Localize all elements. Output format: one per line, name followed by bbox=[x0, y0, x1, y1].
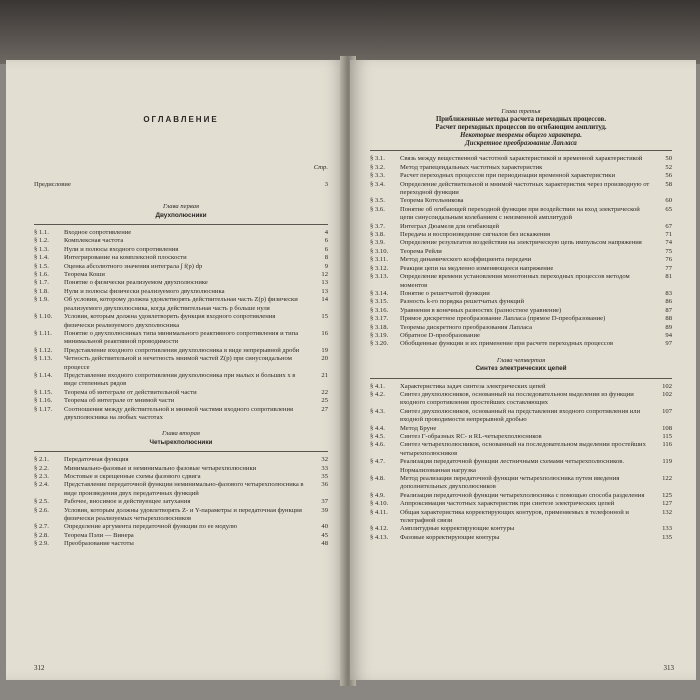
section-number: § 3.6. bbox=[370, 205, 385, 213]
section-page: 35 bbox=[321, 473, 328, 480]
section-number: § 3.9. bbox=[370, 239, 385, 247]
section-page: 133 bbox=[662, 525, 672, 533]
toc-entry bbox=[370, 433, 672, 441]
preface-text: Предисловие bbox=[34, 180, 71, 188]
section-title: Метод трапецеидальных частотных характеристик bbox=[400, 163, 543, 171]
section-number: § 3.15. bbox=[370, 298, 389, 306]
section-title: Об условии, которому должна удовлетворять действительная часть Z(p) физически реализуемого двухполюсника, когда действительная часть p больше нуля bbox=[64, 296, 298, 312]
section-title: Интегрирование на комплексной плоскости bbox=[64, 254, 187, 262]
section-title: Синтез двухполюсников, основанный на представлении входного сопротивления или входной проводимости непрерывной дробью bbox=[400, 407, 641, 424]
section-page: 119 bbox=[662, 458, 672, 466]
section-page: 12 bbox=[321, 271, 328, 279]
section-page: 32 bbox=[321, 456, 328, 464]
section-page: 36 bbox=[321, 481, 328, 489]
section-page: 83 bbox=[665, 289, 672, 297]
section-title: Понятие об огибающей переходной функции при воздействии на вход электрической цепи синусоидальным колебанием с неизменной амплитудой bbox=[400, 205, 640, 222]
toc-entry bbox=[34, 397, 328, 405]
section-title: Теорема Коши bbox=[64, 271, 105, 279]
toc-entry bbox=[370, 164, 672, 172]
left-page-content bbox=[34, 116, 328, 549]
section-page: 94 bbox=[665, 331, 672, 339]
section-page: 45 bbox=[321, 531, 328, 539]
toc-entry bbox=[370, 155, 672, 163]
toc-entry bbox=[34, 498, 328, 506]
section-page: 25 bbox=[321, 397, 328, 405]
section-page: 8 bbox=[324, 254, 328, 262]
page-number-left: 312 bbox=[34, 664, 45, 672]
section-number: § 1.13. bbox=[34, 355, 53, 363]
section-number: § 1.5. bbox=[34, 262, 49, 270]
section-number: § 3.18. bbox=[370, 323, 389, 331]
chapter-title: Двухполюсники bbox=[155, 211, 207, 219]
toc-entry bbox=[370, 290, 672, 298]
section-title: Теорема Котельникова bbox=[400, 197, 464, 205]
chapter-4-label: Глава четвертая bbox=[496, 356, 546, 364]
section-page: 116 bbox=[662, 441, 672, 449]
section-page: 122 bbox=[662, 475, 672, 483]
section-number: § 3.14. bbox=[370, 289, 389, 297]
toc-entry bbox=[34, 523, 328, 531]
toc-entry bbox=[370, 206, 672, 223]
section-number: § 1.3. bbox=[34, 245, 49, 253]
section-title: Теорема об интеграле от мнимой части bbox=[64, 397, 175, 405]
section-page: 40 bbox=[321, 523, 328, 531]
section-title: Условия, которым должна удовлетворять функция входного сопротивления физически реализуемого двухполюсника bbox=[64, 313, 276, 329]
section-page: 87 bbox=[665, 306, 672, 314]
toc-entry bbox=[370, 239, 672, 247]
section-number: § 3.17. bbox=[370, 315, 389, 323]
section-title: Расчет переходных процессов при периодизации временной характеристики bbox=[400, 172, 616, 180]
section-title: Четность действительной и нечетность мнимой частей Z(p) при синусоидальном процессе bbox=[64, 355, 292, 371]
toc-entry bbox=[370, 231, 672, 239]
toc-entry bbox=[370, 500, 672, 508]
section-title: Определение аргумента передаточной функции по ее модулю bbox=[64, 523, 238, 531]
toc-entry bbox=[370, 408, 672, 425]
section-page: 33 bbox=[321, 464, 328, 472]
toc-title: ОГЛАВЛЕНИЕ bbox=[143, 115, 219, 124]
toc-entry bbox=[34, 406, 328, 423]
left-chapters bbox=[34, 203, 328, 548]
toc-entry bbox=[34, 465, 328, 473]
toc-entry bbox=[34, 456, 328, 464]
toc-entry bbox=[370, 340, 672, 348]
toc-entry bbox=[370, 525, 672, 533]
section-title: Преобразование частоты bbox=[64, 540, 134, 548]
section-page: 56 bbox=[665, 172, 672, 180]
chapter-label: Глава первая bbox=[162, 203, 200, 211]
chapter-3-heading-line: Приближенные методы расчета переходных процессов. bbox=[435, 116, 607, 124]
toc-entry bbox=[34, 279, 328, 287]
toc-entry bbox=[370, 223, 672, 231]
section-title: Теорема Рейли bbox=[400, 247, 442, 255]
toc-entry bbox=[34, 271, 328, 279]
divider bbox=[370, 378, 672, 379]
section-title: Обратное D-преобразование bbox=[400, 331, 480, 339]
section-title: Синтез Г-образных RC- и RL-четырехполюсников bbox=[400, 433, 542, 440]
section-number: § 2.7. bbox=[34, 523, 49, 531]
section-page: 27 bbox=[321, 405, 328, 413]
section-page: 102 bbox=[662, 390, 672, 398]
section-number: § 4.12. bbox=[370, 525, 389, 533]
section-title: Понятие о физически реализуемом двухполюснике bbox=[64, 279, 208, 287]
section-number: § 4.8. bbox=[370, 475, 385, 483]
toc-entry bbox=[370, 307, 672, 315]
toc-entry bbox=[370, 248, 672, 256]
preface-page: 3 bbox=[324, 180, 328, 188]
section-number: § 1.2. bbox=[34, 237, 49, 245]
section-number: § 2.9. bbox=[34, 540, 49, 548]
section-page: 13 bbox=[321, 279, 328, 287]
chapter-4-title: Синтез электрических цепей bbox=[475, 365, 567, 373]
section-number: § 4.2. bbox=[370, 390, 385, 398]
section-number: § 2.8. bbox=[34, 531, 49, 539]
section-title: Теорема об интеграле от действительной части bbox=[64, 388, 197, 396]
chapter-3-heading-line: Дискретное преобразование Лапласа bbox=[465, 140, 577, 148]
section-title: Аппроксимация частотных характеристик при синтезе электрических цепей bbox=[400, 500, 615, 508]
toc-entry bbox=[370, 172, 672, 180]
section-page: 76 bbox=[665, 256, 672, 264]
section-number: § 3.4. bbox=[370, 180, 385, 188]
section-page: 88 bbox=[665, 315, 672, 323]
section-page: 9 bbox=[324, 262, 328, 270]
chapter-3-entries bbox=[370, 155, 672, 348]
section-title: Представление входного сопротивления двухполюсника в виде непрерывной дроби bbox=[64, 346, 300, 354]
section-page: 132 bbox=[662, 508, 672, 516]
section-page: 135 bbox=[662, 533, 672, 541]
section-page: 86 bbox=[665, 298, 672, 306]
section-title: Передаточная функция bbox=[64, 456, 129, 464]
section-number: § 3.2. bbox=[370, 163, 385, 171]
section-page: 127 bbox=[662, 500, 672, 508]
section-number: § 4.3. bbox=[370, 407, 385, 415]
chapter-3-heading bbox=[370, 116, 672, 148]
section-number: § 3.13. bbox=[370, 273, 389, 281]
section-title: Метод реализации передаточной функции четырехполюсника путем введения дополнительных двухполюсников bbox=[400, 475, 620, 491]
toc-entry bbox=[34, 372, 328, 389]
toc-entry bbox=[34, 288, 328, 296]
section-title: Теорема Пэли — Винера bbox=[64, 531, 134, 539]
toc-entry bbox=[34, 481, 328, 498]
section-number: § 2.1. bbox=[34, 456, 49, 464]
section-title: Метод Бруне bbox=[400, 424, 437, 432]
section-page: 115 bbox=[662, 433, 672, 440]
toc-entry bbox=[370, 475, 672, 492]
section-title: Реализация передаточной функции четырехполюсника с помощью способа разделения bbox=[400, 491, 645, 499]
section-page: 58 bbox=[665, 180, 672, 188]
section-number: § 4.5. bbox=[370, 433, 385, 440]
section-title: Минимально-фазовые и неминимально фазовые четырехполюсники bbox=[64, 464, 257, 472]
section-number: § 1.17. bbox=[34, 405, 53, 413]
section-number: § 3.1. bbox=[370, 155, 385, 163]
section-page: 6 bbox=[324, 245, 328, 253]
section-number: § 1.8. bbox=[34, 287, 49, 295]
toc-entry bbox=[370, 492, 672, 500]
section-number: § 4.9. bbox=[370, 491, 385, 499]
divider bbox=[34, 224, 328, 225]
section-title: Передача и воспроизведение сигналов без искажения bbox=[400, 231, 550, 239]
left-page bbox=[6, 60, 346, 680]
page-column-heading: Стр. bbox=[313, 164, 328, 172]
section-number: § 2.6. bbox=[34, 506, 49, 514]
section-number: § 4.10. bbox=[370, 500, 389, 508]
section-title: Соотношения между действительной и мнимой частями входного сопротивления двухполюсника на любых частотах bbox=[64, 405, 294, 421]
section-page: 14 bbox=[321, 296, 328, 304]
toc-entry bbox=[34, 532, 328, 540]
section-title: Условия, которым должны удовлетворять Z- и Y-параметры и передаточная функция физически реализуемых четырехполюсников bbox=[64, 506, 302, 523]
section-title: Реализация передаточной функции лестничными схемами четырехполюсников. Нормализованная нагрузка bbox=[400, 458, 625, 474]
preface-entry bbox=[34, 181, 328, 189]
section-number: § 1.14. bbox=[34, 371, 53, 379]
section-title: Определение результатов воздействия на электрическую цепь импульсом напряжения bbox=[400, 239, 642, 247]
section-title: Общая характеристика корректирующих контуров, применяемых в телефонной и телеграфной связи bbox=[400, 508, 629, 525]
toc-entry bbox=[34, 473, 328, 481]
section-page: 67 bbox=[665, 222, 672, 230]
chapter-title: Четырехполюсники bbox=[149, 438, 213, 446]
toc-entry bbox=[34, 263, 328, 271]
section-page: 60 bbox=[665, 197, 672, 205]
toc-entry bbox=[370, 181, 672, 198]
section-title: Синтез двухполюсников, основанный на последовательном выделении из функции входного сопротивления простейших составляющих bbox=[400, 390, 634, 407]
section-page: 22 bbox=[321, 388, 328, 396]
toc-entry bbox=[370, 383, 672, 391]
section-page: 48 bbox=[321, 540, 328, 548]
section-number: § 3.12. bbox=[370, 264, 389, 272]
section-number: § 4.11. bbox=[370, 508, 388, 516]
section-title: Представление передаточной функции неминимально-фазового четырехполюсника в виде произведения двух передаточных функций bbox=[64, 481, 304, 497]
section-title: Фазовые корректирующие контуры bbox=[400, 533, 500, 541]
right-page-content bbox=[370, 100, 672, 542]
section-title: Определение действительной и мнимой частотных характеристик через производную от переходной функции bbox=[400, 180, 650, 197]
divider bbox=[370, 150, 672, 151]
section-number: § 4.1. bbox=[370, 382, 385, 390]
section-page: 16 bbox=[321, 329, 328, 337]
toc-entry bbox=[34, 254, 328, 262]
section-title: Теоремы дискретного преобразования Лапласа bbox=[400, 323, 533, 331]
section-number: § 3.8. bbox=[370, 231, 385, 239]
toc-entry bbox=[34, 229, 328, 237]
section-page: 74 bbox=[665, 239, 672, 247]
section-title: Входное сопротивление bbox=[64, 229, 132, 237]
section-number: § 4.13. bbox=[370, 533, 389, 541]
section-title: Мостовые и скрещенные схемы фазового сдвига bbox=[64, 473, 201, 480]
section-page: 20 bbox=[321, 355, 328, 363]
section-number: § 3.3. bbox=[370, 172, 385, 180]
toc-entry bbox=[34, 355, 328, 372]
section-title: Понятие о решетчатой функции bbox=[400, 289, 490, 297]
section-page: 102 bbox=[662, 382, 672, 390]
section-page: 21 bbox=[321, 371, 328, 379]
section-number: § 1.9. bbox=[34, 296, 49, 304]
section-number: § 1.1. bbox=[34, 229, 49, 237]
toc-entry bbox=[34, 296, 328, 313]
section-page: 77 bbox=[665, 264, 672, 272]
section-number: § 2.3. bbox=[34, 473, 49, 480]
section-title: Нули и полюсы физически реализуемого двухполюсника bbox=[64, 287, 225, 295]
section-number: § 2.4. bbox=[34, 481, 49, 489]
section-page: 71 bbox=[665, 231, 672, 239]
toc-entry bbox=[370, 441, 672, 458]
section-number: § 3.5. bbox=[370, 197, 385, 205]
toc-entry bbox=[34, 507, 328, 524]
section-title: Определение времени установления монотонных переходных процессов методом моментов bbox=[400, 273, 630, 289]
toc-entry bbox=[370, 315, 672, 323]
section-number: § 3.19. bbox=[370, 331, 389, 339]
section-number: § 2.5. bbox=[34, 498, 49, 506]
section-page: 39 bbox=[321, 506, 328, 514]
toc-entry bbox=[34, 540, 328, 548]
toc-entry bbox=[34, 237, 328, 245]
chapter-3-heading-line: Расчет переходных процессов по огибающим амплитуд. bbox=[435, 124, 607, 132]
toc-entry bbox=[34, 389, 328, 397]
toc-entry bbox=[370, 273, 672, 290]
section-number: § 1.15. bbox=[34, 388, 53, 396]
section-page: 75 bbox=[665, 247, 672, 255]
section-title: Интеграл Дюамеля для огибающей bbox=[400, 222, 500, 230]
divider bbox=[34, 451, 328, 452]
section-number: § 4.6. bbox=[370, 441, 385, 449]
section-title: Нули и полюсы входного сопротивления bbox=[64, 245, 179, 253]
background-shadow bbox=[0, 0, 700, 64]
right-page bbox=[350, 60, 696, 680]
section-title: Представление входного сопротивления двухполюсника при малых и больших x в виде степенных рядов bbox=[64, 371, 296, 388]
section-number: § 3.7. bbox=[370, 222, 385, 230]
toc-entry bbox=[370, 265, 672, 273]
toc-entry bbox=[370, 509, 672, 526]
page-number-right: 313 bbox=[663, 664, 674, 672]
section-number: § 1.6. bbox=[34, 271, 49, 279]
section-number: § 1.4. bbox=[34, 254, 49, 262]
section-page: 19 bbox=[321, 346, 328, 354]
section-page: 65 bbox=[665, 205, 672, 213]
section-page: 37 bbox=[321, 498, 328, 506]
section-title: Разность k-го порядка решетчатых функций bbox=[400, 298, 524, 306]
toc-entry bbox=[34, 246, 328, 254]
section-title: Метод динамического коэффициента передачи bbox=[400, 256, 532, 264]
toc-entry bbox=[34, 330, 328, 347]
section-page: 4 bbox=[324, 229, 328, 237]
chapter-3-label: Глава третья bbox=[501, 108, 541, 115]
section-page: 50 bbox=[665, 155, 672, 163]
section-number: § 1.11. bbox=[34, 329, 52, 337]
section-title: Комплексная частота bbox=[64, 237, 124, 245]
section-number: § 1.16. bbox=[34, 397, 53, 405]
section-number: § 2.2. bbox=[34, 464, 49, 472]
section-title: Амплитудные корректирующие контуры bbox=[400, 525, 515, 533]
toc-entry bbox=[370, 197, 672, 205]
section-number: § 4.7. bbox=[370, 458, 385, 466]
toc-entry bbox=[370, 534, 672, 542]
section-number: § 3.16. bbox=[370, 306, 389, 314]
section-page: 15 bbox=[321, 313, 328, 321]
section-page: 125 bbox=[662, 491, 672, 499]
section-number: § 3.10. bbox=[370, 247, 389, 255]
section-page: 81 bbox=[665, 273, 672, 281]
toc-entry bbox=[370, 256, 672, 264]
section-page: 89 bbox=[665, 323, 672, 331]
section-title: Прямое дискретное преобразование Лапласа (прямое D-преобразование) bbox=[400, 315, 606, 323]
toc-entry bbox=[34, 313, 328, 330]
toc-entry bbox=[34, 347, 328, 355]
toc-entry bbox=[370, 458, 672, 475]
toc-entry bbox=[370, 425, 672, 433]
section-title: Уравнения в конечных разностях (разностное уравнение) bbox=[400, 306, 562, 314]
section-title: Обобщенные функции и их применение при расчете переходных процессов bbox=[400, 340, 614, 348]
section-page: 52 bbox=[665, 163, 672, 171]
section-page: 6 bbox=[324, 237, 328, 245]
section-number: § 1.10. bbox=[34, 313, 53, 321]
section-title: Синтез четырехполюсников, основанный на последовательном выделении простейших четырехполюсников bbox=[400, 441, 646, 457]
section-title: Связь между вещественной частотной характеристикой и временной характеристикой bbox=[400, 155, 643, 163]
section-number: § 1.7. bbox=[34, 279, 49, 287]
section-number: § 1.12. bbox=[34, 346, 53, 354]
section-title: Рабочее, вносимое и действующее затухания bbox=[64, 498, 191, 506]
section-title: Оценка абсолютного значения интеграла ∫ f(p) dp bbox=[64, 262, 203, 270]
section-number: § 4.4. bbox=[370, 424, 385, 432]
section-page: 108 bbox=[662, 424, 672, 432]
chapter-3-heading-line: Некоторые теоремы общего характера. bbox=[460, 132, 582, 140]
toc-entry bbox=[370, 324, 672, 332]
section-page: 107 bbox=[662, 407, 672, 415]
chapter-label: Глава вторая bbox=[162, 430, 200, 438]
section-page: 13 bbox=[321, 287, 328, 295]
section-title: Реакция цепи на медленно изменяющееся напряжение bbox=[400, 264, 554, 272]
section-title: Характеристика задач синтеза электрических цепей bbox=[400, 382, 546, 390]
section-number: § 3.20. bbox=[370, 340, 389, 348]
section-title: Понятие о двухполюсниках типа минимального реактивного сопротивления и типа минимальной реактивной проводимости bbox=[64, 329, 299, 346]
section-number: § 3.11. bbox=[370, 256, 388, 264]
chapter-4-entries bbox=[370, 383, 672, 543]
toc-entry bbox=[370, 298, 672, 306]
toc-entry bbox=[370, 391, 672, 408]
toc-entry bbox=[370, 332, 672, 340]
section-page: 97 bbox=[665, 340, 672, 348]
